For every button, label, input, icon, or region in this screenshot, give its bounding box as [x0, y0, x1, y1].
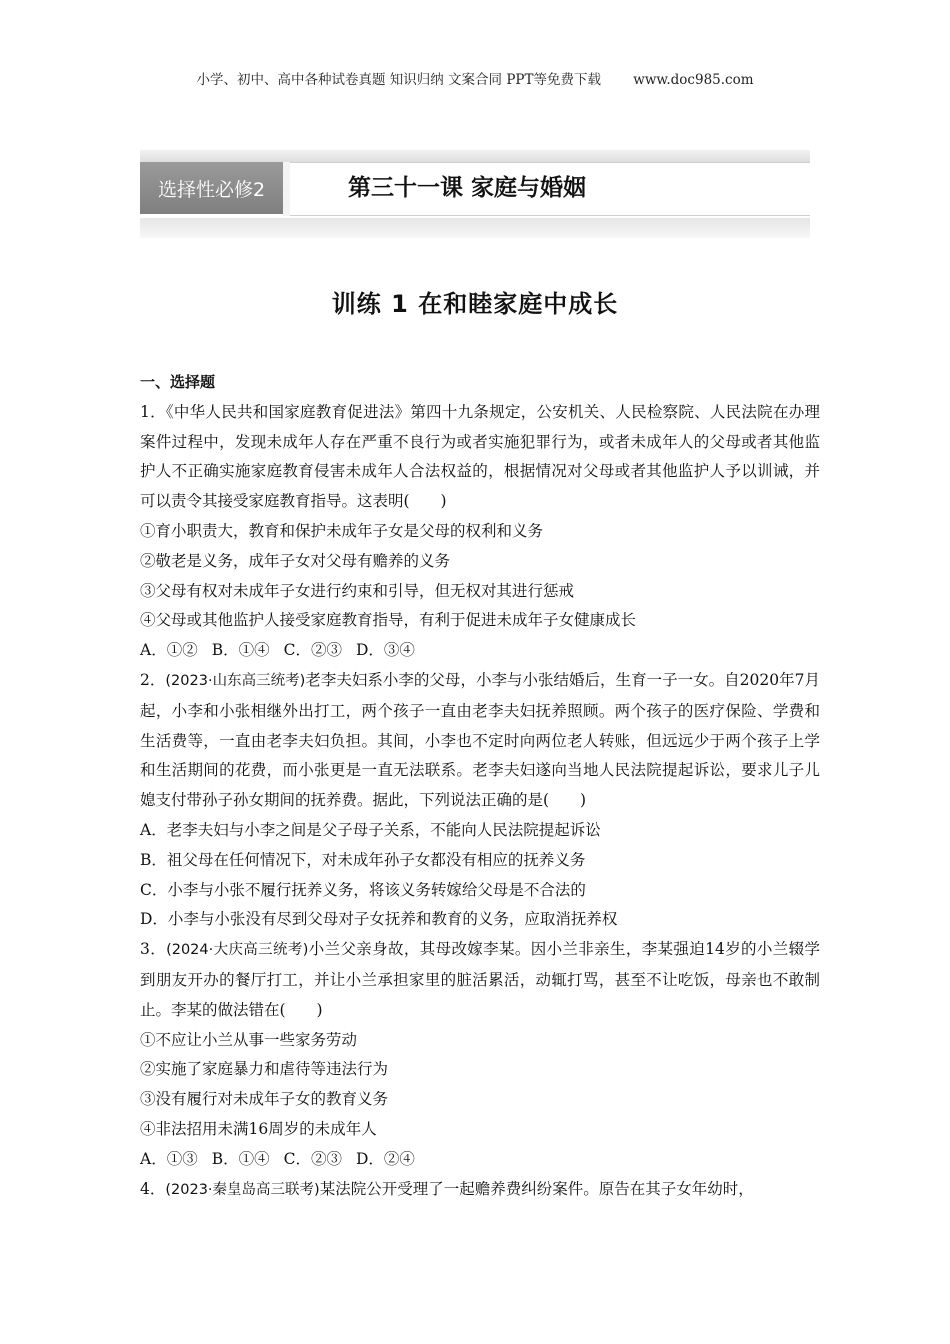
question-text: 某法院公开受理了一起赡养费纠纷案件。原告在其子女年幼时， [319, 1179, 754, 1198]
banner-divider [283, 162, 290, 216]
answer-options [140, 636, 820, 666]
question-3-stem [140, 935, 820, 1025]
option-line: B．祖父母在任何情况下，对未成年孙子女都没有相应的抚养义务 [140, 850, 586, 869]
banner-bottom-strip [140, 218, 810, 238]
question-1-stem [140, 398, 820, 517]
question-source: (2023·秦皇岛高三联考) [165, 1181, 320, 1198]
lesson-title: 第三十一课 家庭与婚姻 [348, 175, 587, 201]
option-a: A．①③ [140, 1149, 198, 1168]
statement-item: ②敬老是义务，成年子女对父母有赡养的义务 [140, 551, 451, 570]
header-text: 小学、初中、高中各种试卷真题 知识归纳 文案合同 PPT等免费下载 [196, 72, 601, 88]
question-text: 小兰父亲身故，其母改嫁李某。因小兰非亲生，李某强迫14岁的小兰辍学到朋友开办的餐厅打工，并让小兰承担家里的脏活累活，动辄打骂，甚至不让吃饭，母亲也不敢制止。李某的做法错在( ) [140, 940, 820, 1019]
question-4-stem [140, 1175, 820, 1206]
statement-item: ④非法招用未满16周岁的未成年人 [140, 1119, 377, 1138]
option-b: B．①④ [211, 641, 270, 660]
question-source: (2024·大庆高三统考) [166, 942, 309, 959]
option-line: C．小李与小张不履行抚养义务，将该义务转嫁给父母是不合法的 [140, 880, 586, 899]
module-label: 选择性必修2 [140, 162, 283, 214]
statement-item: ④父母或其他监护人接受家庭教育指导，有利于促进未成年子女健康成长 [140, 611, 637, 630]
statement-item: ②实施了家庭暴力和虐待等违法行为 [140, 1060, 389, 1079]
option-line: A．老李夫妇与小李之间是父子母子关系，不能向人民法院提起诉讼 [140, 820, 601, 839]
question-number: 4． [140, 1179, 166, 1198]
statement-item: ③父母有权对未成年子女进行约束和引导，但无权对其进行惩戒 [140, 581, 575, 600]
question-number: 1． [140, 402, 166, 421]
answer-options [140, 1145, 820, 1175]
option-c: C．②③ [283, 1149, 342, 1168]
option-b: B．①④ [211, 1149, 270, 1168]
header-url[interactable]: www.doc985.com [633, 72, 754, 88]
question-2-stem [140, 666, 820, 816]
question-text: 老李夫妇系小李的父母，小李与小张结婚后，生育一子一女。自2020年7月起，小李和小张相继外出打工，两个孩子一直由老李夫妇抚养照顾。两个孩子的医疗保险、学费和生活费等，一直由老李夫妇负担。其间，小李也不定时向两位老人转账，但远远少于两个孩子上学和生活期间的花费，而小张更是一直无法联系。老李夫妇遂向当地人民法院提起诉讼，要求儿子儿媳支付带孙子孙女期间的抚养费。据此，下列说法正确的是( ) [140, 670, 821, 810]
lesson-banner [140, 150, 810, 246]
question-list [140, 368, 820, 1205]
page-title: 训练 1 在和睦家庭中成长 [331, 290, 619, 318]
option-a: A．①② [140, 641, 198, 660]
option-line: D．小李与小张没有尽到父母对子女抚养和教育的义务，应取消抚养权 [140, 910, 618, 929]
site-header [0, 68, 950, 88]
statement-item: ①育小职责大，教育和保护未成年子女是父母的权利和义务 [140, 521, 544, 540]
statement-item: ③没有履行对未成年子女的教育义务 [140, 1090, 389, 1109]
section-heading: 一、选择题 [140, 373, 216, 391]
question-number: 2． [140, 670, 166, 689]
option-d: D．③④ [355, 641, 415, 660]
option-c: C．②③ [283, 641, 342, 660]
question-text: 《中华人民共和国家庭教育促进法》第四十九条规定，公安机关、人民检察院、人民法院在办理案件过程中，发现未成年人存在严重不良行为或者实施犯罪行为，或者未成年人的父母或者其他监护人不正确实施家庭教育侵害未成年人合法权益的，根据情况对父母或者其他监护人予以训诫，并可以责令其接受家庭教育指导。这表明( ) [140, 402, 820, 511]
option-d: D．②④ [355, 1149, 415, 1168]
statement-item: ①不应让小兰从事一些家务劳动 [140, 1030, 358, 1049]
question-number: 3． [140, 940, 167, 959]
question-source: (2023·山东高三统考) [165, 672, 306, 689]
